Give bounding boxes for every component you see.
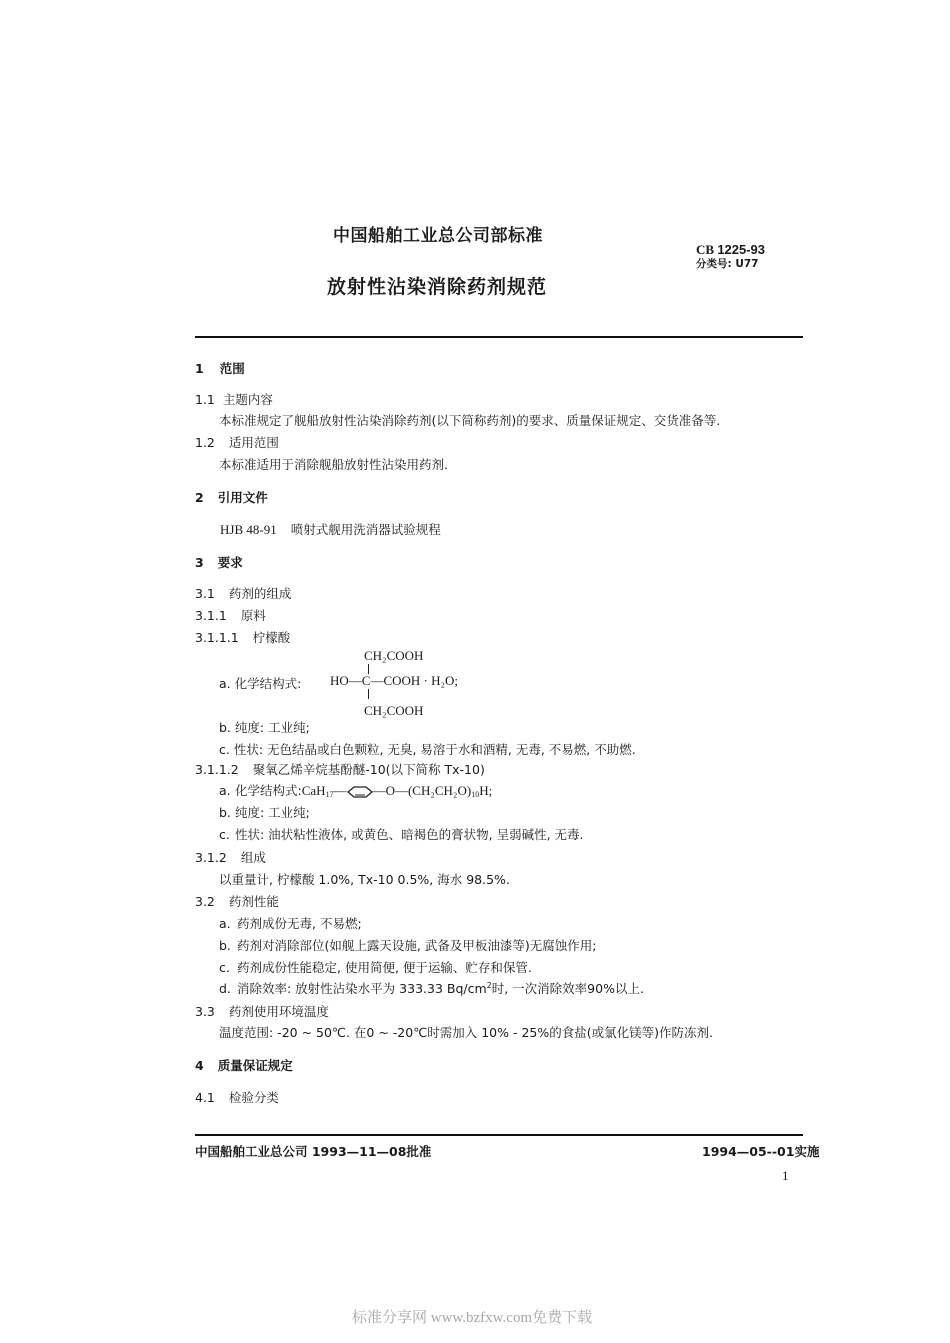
item-text: 性状: 油状粘性液体, 或黄色、暗褐色的膏状物, 呈弱碱性, 无毒. [235,827,584,842]
formula-top-group: CH₂COOH [364,648,424,663]
item-label: b. [219,938,231,953]
formula-carboxyl-hydrate: —COOH · H₂O; [370,673,459,688]
section-title: 药剂的组成 [228,586,292,601]
formula-middle-row [330,673,458,689]
section-3-1-1-heading [195,606,266,624]
formula-end: H; [479,783,493,798]
section-4-heading [195,1056,293,1074]
section-number: 3.2 [195,894,215,909]
formula-right [373,783,493,798]
section-title: 适用范围 [228,435,279,450]
section-title: 柠檬酸 [252,630,291,645]
citric-acid-structure-label: a. 化学结构式: [219,676,302,691]
reference-title: 喷射式舰用洗消器试验规程 [290,522,441,537]
formula-left: CaH$_{17}$— [301,783,347,799]
item-text: 时, 一次消除效率90%以上. [491,981,644,996]
superscript: 2 [486,981,492,990]
implementation-date: 1994—05--01实施 [702,1144,820,1159]
section-3-1-heading [195,584,291,602]
section-number: 3.1.1.2 [195,762,239,777]
section-title: 药剂性能 [228,894,279,909]
section-title: 聚氧乙烯辛烷基酚醚-10(以下简称 Tx-10) [252,762,485,777]
section-number: 1 [195,361,204,376]
standard-code-prefix: CB [696,242,715,257]
section-3-2-heading [195,892,279,910]
item-text: 消除效率: 放射性沾染水平为 333.33 Bq/cm [237,981,487,996]
item-label: a. [219,783,231,798]
item-label: b. [219,805,231,820]
section-2-heading [195,488,268,506]
organization-standard-heading: 中国船舶工业总公司部标准 [333,226,543,246]
performance-item [219,979,644,997]
section-number: 3.1.2 [195,850,227,865]
citric-acid-purity: b. 纯度: 工业纯; [219,720,310,735]
section-number: 3 [195,555,204,570]
composition-text: 以重量计, 柠檬酸 1.0%, Tx-10 0.5%, 海水 98.5%. [219,872,510,887]
section-title: 引用文件 [217,490,268,505]
section-number: 2 [195,490,204,505]
item-label: c. [219,827,230,842]
reference-code: HJB 48-91 [220,522,277,537]
item-label: c. [219,960,230,975]
reference-document [220,520,441,538]
formula-subscript: 10 [471,790,480,799]
structure-label: 化学结构式: [235,783,302,798]
approval-date: 中国船舶工业总公司 1993—11—08批准 [195,1144,432,1159]
formula-subscript: 17 [325,790,334,799]
section-1-1-heading [195,390,273,408]
section-title: 主题内容 [222,392,273,407]
section-3-3-heading [195,1002,329,1020]
performance-item [219,936,596,954]
benzene-ring-icon [347,786,373,798]
tx10-purity [219,803,310,821]
section-title: 检验分类 [228,1090,279,1105]
performance-item [219,958,532,976]
section-number: 1.2 [195,435,215,450]
section-title: 组成 [240,850,266,865]
section-number: 1.1 [195,392,215,407]
tx10-structure [219,781,492,799]
section-number: 3.3 [195,1004,215,1019]
section-1-2-text: 本标准适用于消除舰船放射性沾染用药剂. [219,457,448,472]
formula-alkyl: CaH [301,783,326,798]
bond-bottom [368,689,369,699]
section-4-1-heading [195,1088,279,1106]
section-title: 要求 [217,555,243,570]
section-title: 药剂使用环境温度 [228,1004,329,1019]
section-title: 原料 [240,608,266,623]
item-label: a. [219,916,231,931]
formula-hydroxyl: HO— [330,673,362,688]
section-1-heading [195,359,245,377]
section-1-2-heading [195,433,279,451]
section-3-1-1-2-heading [195,760,485,778]
temperature-range-text: 温度范围: -20 ~ 50℃. 在0 ~ -20℃时需加入 10% - 25%的食盐(或氯化镁等)作防冻剂. [219,1025,713,1040]
header-divider [195,336,803,338]
section-title: 质量保证规定 [217,1058,293,1073]
item-text: 纯度: 工业纯; [235,805,310,820]
page-number: 1 [782,1168,789,1183]
watermark: 标准分享网 www.bzfxw.com免费下载 [352,1310,593,1326]
section-3-heading [195,553,243,571]
classification-code: 分类号: U77 [696,258,759,270]
document-title: 放射性沾染消除药剂规范 [327,276,548,298]
citric-acid-properties: c. 性状: 无色结晶或白色颗粒, 无臭, 易溶于水和酒精, 无毒, 不易燃, 不助燃. [219,742,636,757]
formula-ether-chain: —O—(CH₂CH₂O) [372,783,472,798]
item-label: d. [219,981,231,996]
section-number: 4.1 [195,1090,215,1105]
performance-item [219,914,362,932]
section-number: 3.1 [195,586,215,601]
item-text: 药剂成份性能稳定, 使用简便, 便于运输、贮存和保管. [237,960,532,975]
formula-bottom-group: CH₂COOH [364,703,424,718]
section-1-1-text: 本标准规定了舰船放射性沾染消除药剂(以下简称药剂)的要求、质量保证规定、交货准备等. [219,413,721,428]
section-3-1-1-1-heading [195,628,290,646]
footer-divider [195,1134,803,1136]
section-number: 4 [195,1058,204,1073]
item-text: 药剂对消除部位(如舰上露天设施, 武备及甲板油漆等)无腐蚀作用; [237,938,597,953]
section-number: 3.1.1 [195,608,227,623]
standard-code-number: 1225-93 [717,242,766,257]
item-text: 药剂成份无毒, 不易燃; [237,916,362,931]
formula-central-carbon: C [361,673,371,688]
tx10-properties [219,825,584,843]
section-number: 3.1.1.1 [195,630,239,645]
section-title: 范围 [219,361,245,376]
section-3-1-2-heading [195,848,266,866]
